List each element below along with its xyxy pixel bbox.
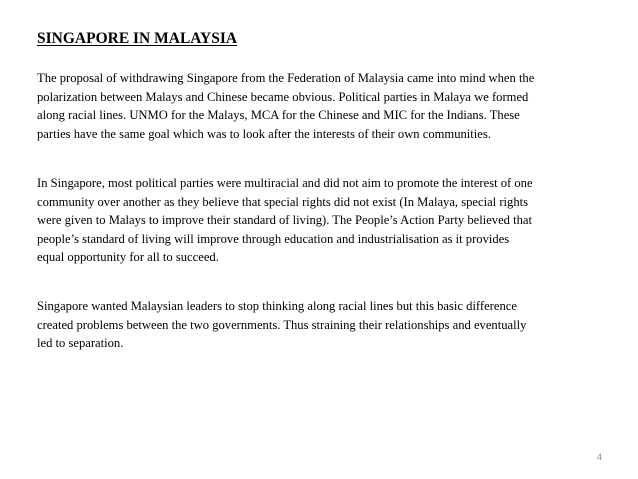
paragraph-line: community over another as they believe that special rights did not exist (In Malaya, special rights	[37, 194, 529, 209]
paragraph-polarization	[37, 69, 612, 143]
paragraph-line: along racial lines. UNMO for the Malays, MCA for the Chinese and MIC for the Indians. These	[37, 108, 520, 122]
paragraph-singapore-parties	[37, 174, 612, 267]
paragraph-line: were given to Malays to improve their standard of living). The People’s Action Party believed that	[37, 213, 533, 227]
paragraph-line: polarization between Malays and Chinese became obvious. Political parties in Malaya we formed	[37, 89, 529, 104]
slide-title: SINGAPORE IN MALAYSIA	[37, 30, 238, 47]
paragraph-line: parties have the same goal which was to look after the interests of their own communities.	[37, 126, 491, 141]
paragraph-line: people’s standard of living will improve through education and industrialisation as it provides	[37, 231, 510, 246]
page-number: 4	[596, 452, 602, 462]
paragraph-line: In Singapore, most political parties were multiracial and did not aim to promote the interest of one	[37, 176, 533, 190]
paragraph-line: created problems between the two governments. Thus straining their relationships and eventually	[37, 317, 527, 332]
paragraph-line: The proposal of withdrawing Singapore from the Federation of Malaysia came into mind when the	[37, 71, 535, 85]
paragraph-line: led to separation.	[37, 336, 124, 350]
paragraph-line: Singapore wanted Malaysian leaders to stop thinking along racial lines but this basic difference	[37, 299, 517, 313]
paragraph-separation	[37, 297, 612, 353]
paragraph-line: equal opportunity for all to succeed.	[37, 250, 219, 264]
